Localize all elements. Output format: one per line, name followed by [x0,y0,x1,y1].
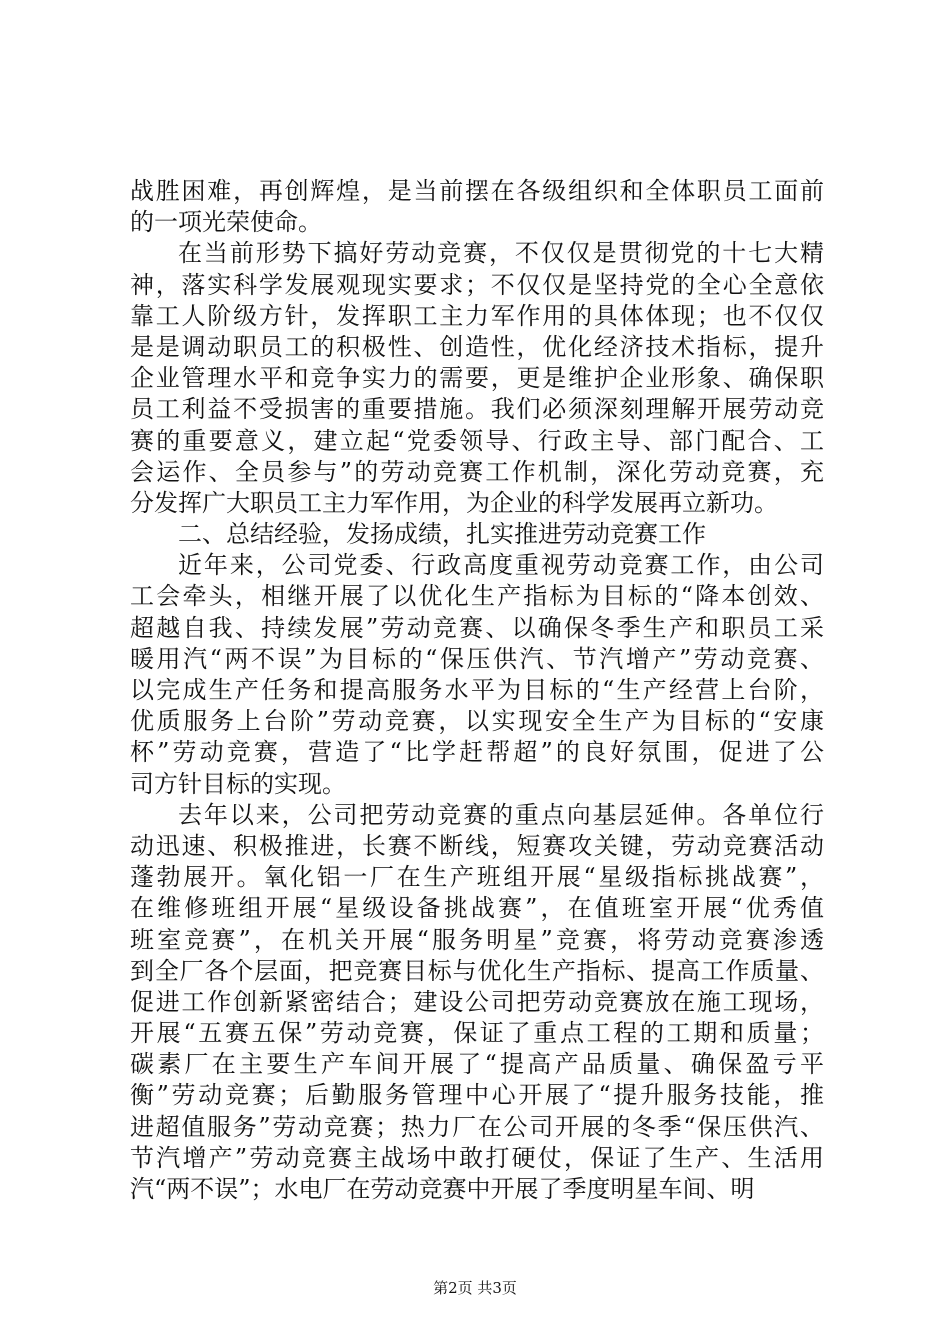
text-line [130,769,824,800]
text-line-content: 员工利益不受损害的重要措施。我们必须深刻理解开展劳动竞 [130,395,824,424]
text-line-content: 汽“两不误”；水电厂在劳动竞赛中开展了季度明星车间、明 [130,1175,755,1203]
text-line-content: 促进工作创新紧密结合；建设公司把劳动竞赛放在施工现场， [130,987,824,1016]
text-line-content: 开展“五赛五保”劳动竞赛，保证了重点工程的工期和质量； [130,1019,824,1048]
page-footer [0,1277,950,1298]
text-line-content: 优质服务上台阶”劳动竞赛，以实现安全生产为目标的“安康 [130,707,824,736]
document-body [130,176,824,1205]
text-line-content: 以完成生产任务和提高服务水平为目标的“生产经营上台阶， [130,676,824,704]
text-line-content: 动迅速、积极推进，长赛不断线，短赛攻关键，劳动竞赛活动 [130,831,824,860]
text-line [130,238,824,269]
text-line [130,800,824,831]
text-line [130,332,824,363]
text-line [130,426,824,457]
text-line-content: 到全厂各个层面，把竞赛目标与优化生产指标、提高工作质量、 [130,956,824,985]
text-line-content: 会运作、全员参与”的劳动竞赛工作机制，深化劳动竞赛，充 [130,457,824,486]
text-line [130,706,824,737]
text-line [130,925,824,956]
text-line-content: 靠工人阶级方针，发挥职工主力军作用的具体体现；也不仅仅 [130,301,824,330]
text-line [130,550,824,581]
paragraph [130,176,824,238]
text-line [130,644,824,675]
text-line [130,1049,824,1080]
text-line-content: 超越自我、持续发展”劳动竞赛、以确保冬季生产和职员工采 [130,613,824,642]
text-line [130,1174,824,1205]
text-line [130,457,824,488]
text-line-content: 是是调动职员工的积极性、创造性，优化经济技术指标，提升 [130,332,824,361]
text-line [130,862,824,893]
text-line [130,176,824,207]
text-line-content: 近年来，公司党委、行政高度重视劳动竞赛工作，由公司 [178,551,824,580]
text-line-content: 分发挥广大职员工主力军作用，为企业的科学发展再立新功。 [130,488,778,517]
text-line-content: 蓬勃展开。氧化铝一厂在生产班组开展“星级指标挑战赛”， [130,863,824,892]
text-line-content: 在当前形势下搞好劳动竞赛，不仅仅是贯彻党的十七大精 [178,239,824,268]
text-line [130,581,824,612]
text-line-content: 班室竞赛”，在机关开展“服务明星”竞赛，将劳动竞赛渗透 [130,925,824,954]
paragraph [130,800,824,1205]
text-line [130,893,824,924]
text-line [130,1080,824,1111]
text-line [130,207,824,238]
text-line-content: 二、总结经验，发扬成绩，扎实推进劳动竞赛工作 [178,520,706,549]
text-line [130,613,824,644]
text-line [130,675,824,706]
text-line [130,270,824,301]
text-line-content: 在维修班组开展“星级设备挑战赛”，在值班室开展“优秀值 [130,894,824,923]
text-line [130,987,824,1018]
text-line [130,394,824,425]
text-line-content: 战胜困难，再创辉煌，是当前摆在各级组织和全体职员工面前 [130,177,824,205]
text-line-content: 衡”劳动竞赛；后勤服务管理中心开展了“提升服务技能，推 [130,1081,824,1110]
text-line [130,1143,824,1174]
text-line [130,301,824,332]
text-line-content: 工会牵头，相继开展了以优化生产指标为目标的“降本创效、 [130,582,824,611]
text-line-content: 暖用汽“两不误”为目标的“保压供汽、节汽增产”劳动竞赛、 [130,644,824,673]
paragraph [130,238,824,519]
text-line-content: 赛的重要意义，建立起“党委领导、行政主导、部门配合、工 [130,426,824,455]
paragraph [130,519,824,550]
text-line-content: 企业管理水平和竞争实力的需要，更是维护企业形象、确保职 [130,364,824,393]
text-line-content: 去年以来，公司把劳动竞赛的重点向基层延伸。各单位行 [178,800,824,829]
text-line [130,1018,824,1049]
text-line [130,488,824,519]
text-line [130,737,824,768]
paragraph [130,550,824,800]
text-line-content: 进超值服务”劳动竞赛；热力厂在公司开展的冬季“保压供汽、 [130,1112,824,1141]
text-line [130,1112,824,1143]
text-line [130,831,824,862]
text-line [130,519,824,550]
text-line [130,956,824,987]
page-number-label: 第2页 共3页 [433,1279,517,1297]
text-line-content: 碳素厂在主要生产车间开展了“提高产品质量、确保盈亏平 [130,1050,824,1079]
text-line-content: 神，落实科学发展观现实要求；不仅仅是坚持党的全心全意依 [130,270,824,299]
text-line-content: 的一项光荣使命。 [130,208,322,237]
text-line-content: 杯”劳动竞赛，营造了“比学赶帮超”的良好氛围，促进了公 [130,738,824,767]
text-line-content: 司方针目标的实现。 [130,769,346,798]
text-line [130,363,824,394]
text-line-content: 节汽增产”劳动竞赛主战场中敢打硬仗，保证了生产、生活用 [130,1143,824,1172]
